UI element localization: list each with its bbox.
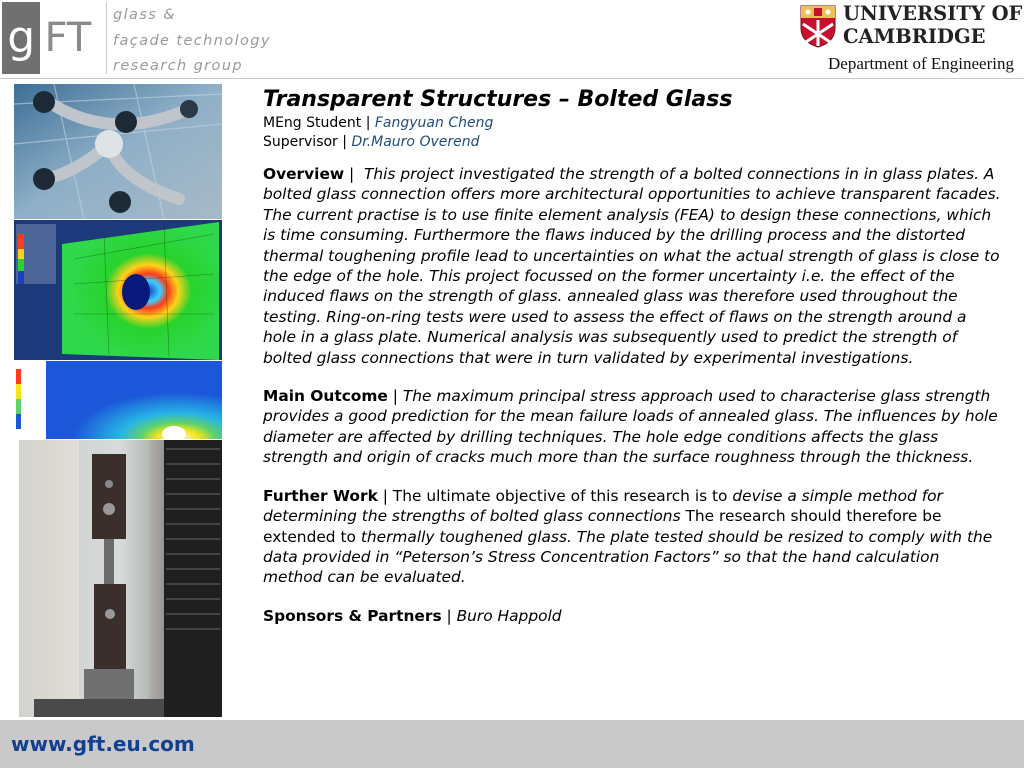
further-work-text-2: devise a simple method for determining the strengths of bolted glass connections [263,486,943,526]
page-title: Transparent Structures – Bolted Glass [263,87,733,112]
logo-g-letter: g [2,2,40,74]
header-bar [0,0,1024,79]
sponsors-text: Buro Happold [456,606,562,625]
fea-stress-detail-plot [14,361,222,442]
student-name: Fangyuan Cheng [374,115,494,131]
main-outcome-text: The maximum principal stress approach used to characterise glass strength provides a good prediction for the mean failure loads of annealed glass. The influences by hole diameter are affected by drilling techniques. The hole edge conditions affects the glass strength and origin of cracks much more than the surface roughness through the thickness. [263,387,998,467]
university-branding [799,2,1023,76]
footer-bar [0,720,1024,768]
further-work-label: Further Work [263,486,378,505]
university-line-1: UNIVERSITY OF [843,2,1023,25]
fea-stress-contour-plot [14,220,222,360]
main-content [263,86,1003,626]
further-work-text-3: The research should therefore be extended to [263,507,942,546]
image-column [14,84,222,717]
tagline-line-2: façade technology [113,32,271,49]
overview-label: Overview [263,165,345,183]
supervisor-line [263,133,1003,152]
sponsors-section [263,606,1003,626]
department-name: Department of Engineering [828,54,1014,73]
tagline-line-3: research group [113,58,244,74]
main-outcome-section [263,386,1003,468]
student-role: MEng Student | [263,115,371,131]
sponsors-label: Sponsors & Partners [263,606,442,625]
research-group-tagline [113,3,271,80]
main-outcome-separator: | [387,387,403,406]
bolted-glass-spider-fitting-photo [14,84,222,219]
further-work-section [263,486,1003,588]
university-line-2: CAMBRIDGE [843,25,986,48]
image-stack [14,84,222,717]
tagline-line-1: glass & [113,7,176,23]
logo-ft-letters: FT [44,15,92,61]
website-link[interactable]: www.gft.eu.com [11,732,195,756]
overview-text: This project investigated the strength of a bolted connections in in glass plates. A bolted glass connection offers more architectural opportunities to achieve transparent facades. The current practise is to use finite element analysis (FEA) to design these connections, which is time consuming. Furthermore the flaws induced by the drilling process and the distorted thermal toughening profile lead to uncertainties on what the actual strength of glass is close to the edge of the hole. This project focussed on the former uncertainty i.e. the effect of the induced flaws on the strength of glass. annealed glass was therefore used throughout the testing. Ring-on-ring tests were used to assess the effect of flaws on the strength around a hole in a glass plate. Numerical analysis was subsequently used to predict the strength of bolted glass connections that were in turn validated by experimental investigations. [263,165,1001,367]
further-work-text-1: | The ultimate objective of this research is to [377,486,733,505]
overview-section [263,164,1003,368]
sponsors-separator: | [441,606,457,625]
cambridge-crest-icon [799,4,837,48]
main-outcome-label: Main Outcome [263,387,388,406]
supervisor-role: Supervisor | [263,134,347,150]
overview-separator: | [344,165,364,183]
supervisor-name: Dr.Mauro Overend [351,134,480,150]
glass-tensile-test-rig-photo [19,440,222,717]
further-work-text-4: thermally toughened glass. The plate tested should be resized to comply with the data provided in “Peterson’s Stress Concentration Factors” so that the hand calculation method can be evaluated. [263,527,993,587]
logo-divider [106,2,107,74]
gft-logo[interactable] [2,2,104,74]
university-name [843,2,1022,48]
student-line [263,114,1003,133]
